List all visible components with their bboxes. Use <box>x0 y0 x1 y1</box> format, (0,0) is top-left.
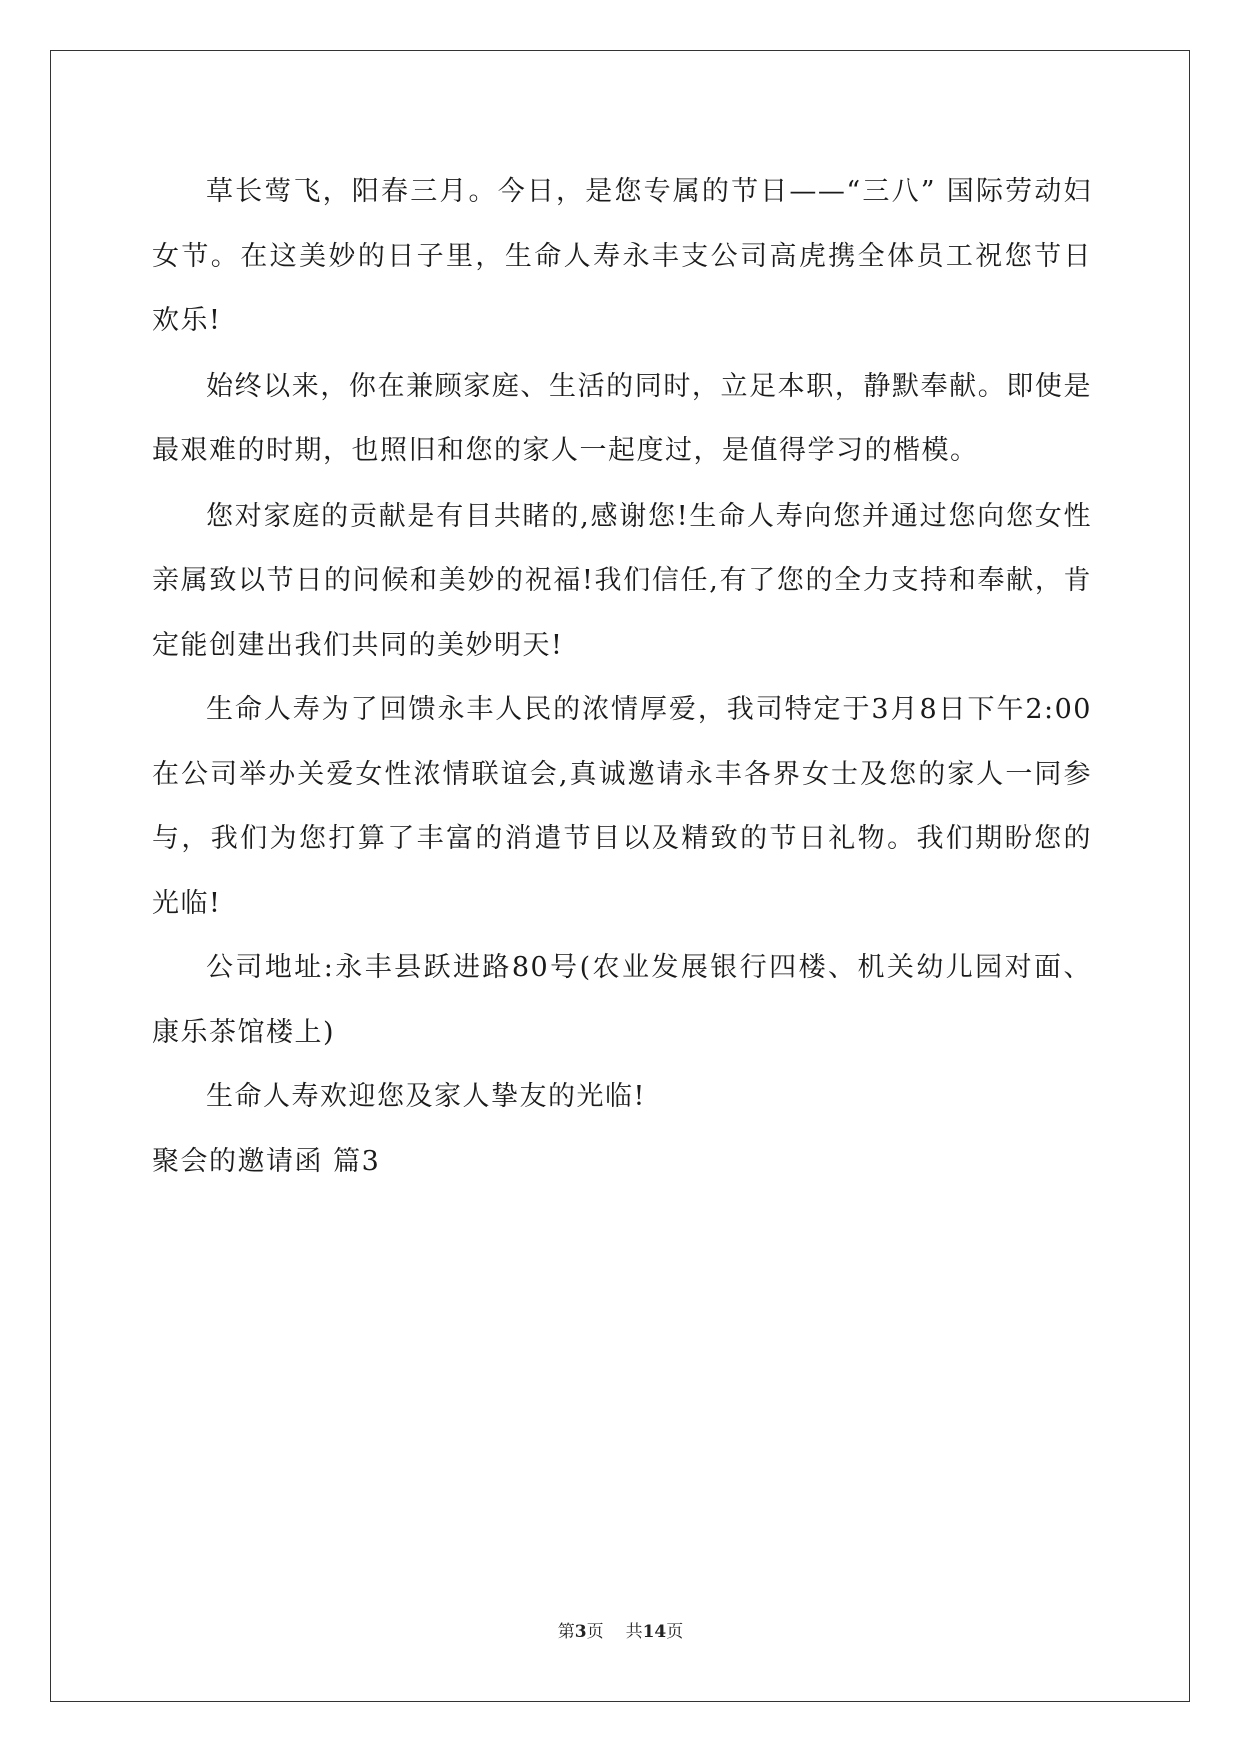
paragraph-thanks: 您对家庭的贡献是有目共睹的,感谢您!生命人寿向您并通过您向您女性亲属致以节日的问候和美妙的祝福!我们信任,有了您的全力支持和奉献，肯定能创建出我们共同的美妙明天! <box>152 500 1092 661</box>
paragraph-greeting: 草长莺飞，阳春三月。今日，是您专属的节日——“三八” 国际劳动妇女节。在这美妙的日子里，生命人寿永丰支公司高虎携全体员工祝您节日欢乐! <box>152 176 1092 336</box>
paragraph-dedication: 始终以来，你在兼顾家庭、生活的同时，立足本职，静默奉献。即使是最艰难的时期，也照旧和您的家人一起度过，是值得学习的楷模。 <box>152 370 1092 466</box>
footer-page-number: 3 <box>574 1622 587 1642</box>
paragraph-invitation: 生命人寿为了回馈永丰人民的浓情厚爱，我司特定于3月8日下午2:00在公司举办关爱女性浓情联谊会,真诚邀请永丰各界女士及您的家人一同参与，我们为您打算了丰富的消遣节目以及精致的节日礼物。我们期盼您的光临! <box>152 694 1092 919</box>
footer-total-prefix: 共 <box>625 1622 643 1642</box>
paragraph-welcome: 生命人寿欢迎您及家人挚友的光临! <box>206 1081 646 1112</box>
footer-page-suffix: 页 <box>586 1622 604 1642</box>
page-footer <box>0 1622 1241 1642</box>
footer-prefix: 第 <box>557 1622 575 1642</box>
paragraph-address: 公司地址:永丰县跃进路80号(农业发展银行四楼、机关幼儿园对面、康乐茶馆楼上) <box>152 952 1092 1048</box>
footer-total-pages: 14 <box>642 1622 667 1642</box>
section-heading: 聚会的邀请函 篇3 <box>152 1145 381 1177</box>
document-body <box>152 160 1092 1194</box>
footer-total-suffix: 页 <box>666 1622 684 1642</box>
